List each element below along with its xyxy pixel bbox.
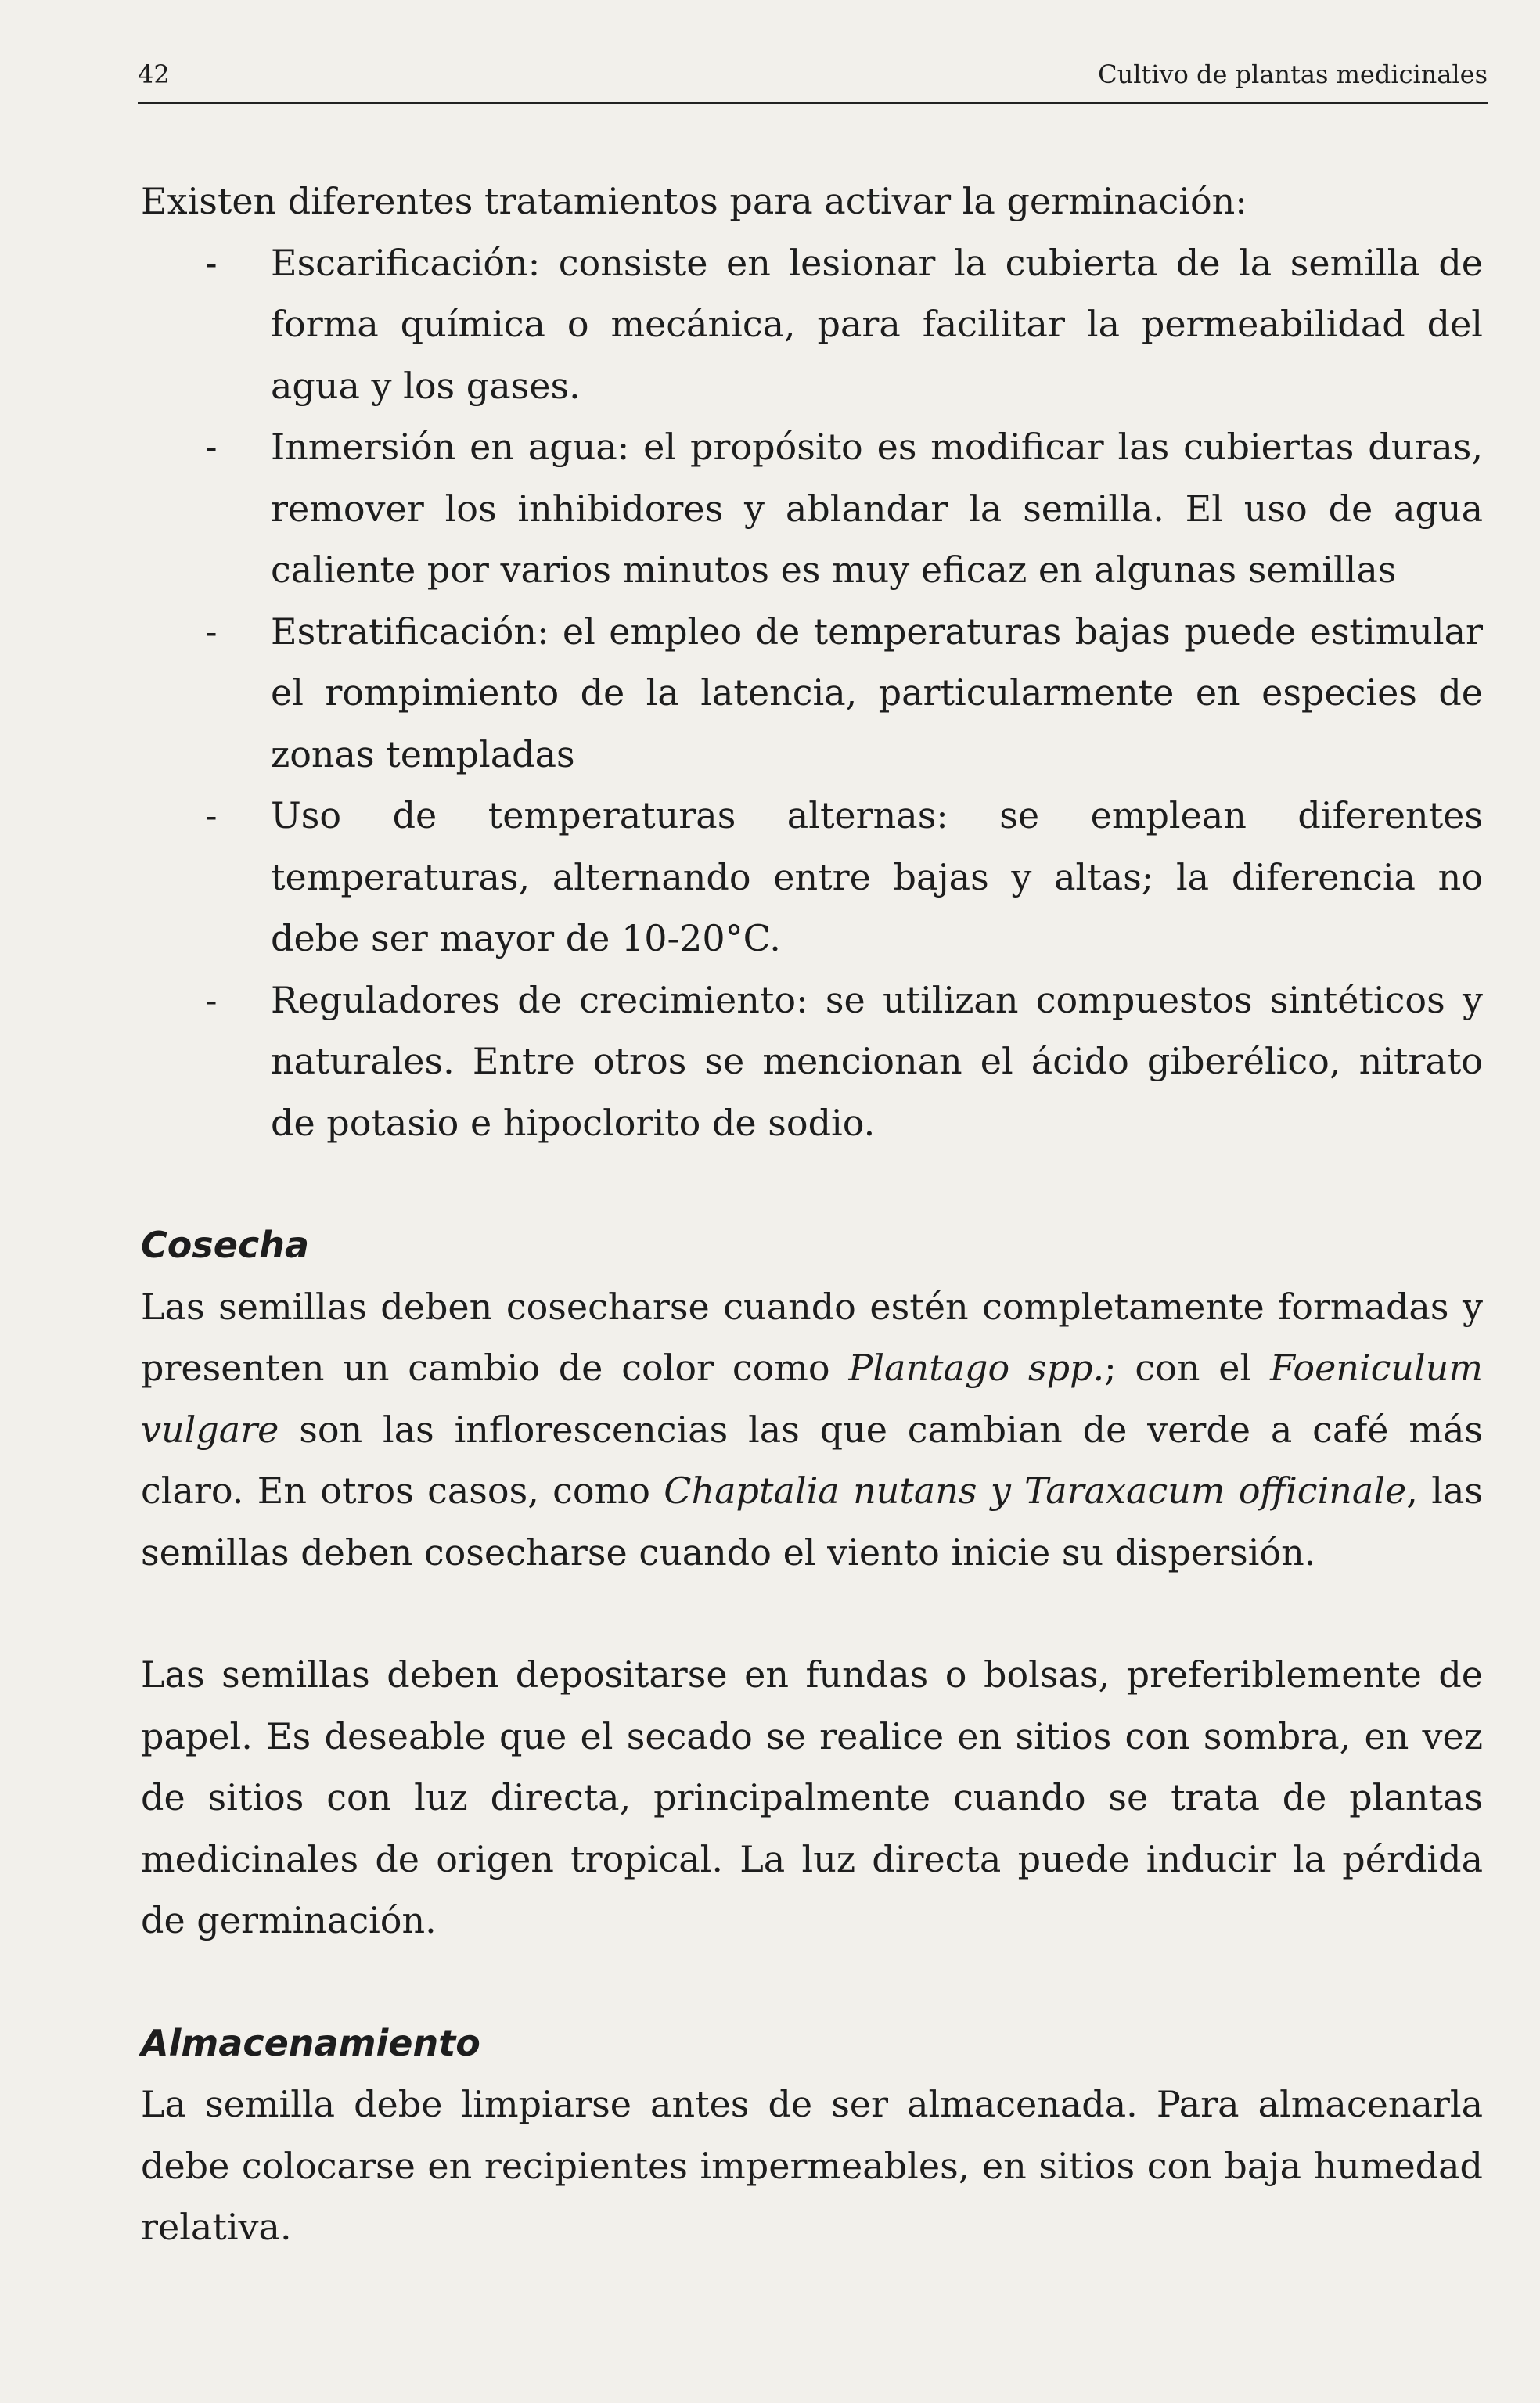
list-item (141, 232, 1483, 417)
text-run: Las semillas deben cosecharse cuando estén completamente formadas y presenten un cambio de color como (141, 1285, 1483, 1389)
text-run: ; con el (1104, 1347, 1270, 1389)
page-header (138, 55, 1488, 104)
list-item-text: Reguladores de crecimiento: se utilizan compuestos sintéticos y naturales. Entre otros se mencionan el ácido giberélico, nitrato de potasio e hipoclorito de sodio. (271, 978, 1483, 1144)
species-name: Plantago spp. (848, 1347, 1105, 1389)
text-run: , las semillas deben cosecharse cuando el viento inicie su dispersión. (141, 1469, 1483, 1574)
list-dash: - (205, 241, 218, 284)
list-item (141, 969, 1483, 1154)
list-item-text: Escarificación: consiste en lesionar la cubierta de la semilla de forma química o mecánica, para facilitar la permeabilidad del agua y los gases. (271, 241, 1483, 407)
species-name: Foeniculum vulgare (141, 1347, 1483, 1451)
species-name: Chaptalia nutans y Taraxacum officinale (664, 1469, 1407, 1512)
almacenamiento-paragraph: La semilla debe limpiarse antes de ser almacenada. Para almacenarla debe colocarse en recipientes impermeables, en sitios con baja humedad relativa. (141, 2083, 1483, 2248)
list-dash: - (205, 794, 218, 836)
list-item-text: Estratificación: el empleo de temperaturas bajas puede estimular el rompimiento de la latencia, particularmente en especies de zonas templadas (271, 610, 1483, 775)
list-item (141, 785, 1483, 969)
list-item-text: Uso de temperaturas alternas: se emplean diferentes temperaturas, alternando entre bajas y altas; la diferencia no debe ser mayor de 10-20°C. (271, 794, 1483, 959)
list-dash: - (205, 426, 218, 468)
intro-paragraph: Existen diferentes tratamientos para activar la germinación: (141, 180, 1247, 222)
list-item (141, 601, 1483, 786)
list-item (141, 416, 1483, 601)
section-heading-almacenamiento: Almacenamiento (141, 2021, 480, 2064)
running-title: Cultivo de plantas medicinales (1098, 59, 1488, 89)
list-dash: - (205, 610, 218, 653)
cosecha-paragraph-1 (141, 1276, 1483, 1584)
page-body (141, 171, 1483, 2258)
treatment-list (141, 232, 1483, 1154)
text-run: son las inflorescencias las que cambian de verde a café más claro. En otros casos, como (141, 1408, 1483, 1512)
cosecha-paragraph-2: Las semillas deben depositarse en fundas o bolsas, preferiblemente de papel. Es deseable que el secado se realice en sitios con sombra, en vez de sitios con luz directa, principalmente cuando se trata de plantas medicinales de origen tropical. La luz directa puede inducir la pérdida de germinación. (141, 1653, 1483, 1941)
list-dash: - (205, 978, 218, 1021)
page-number: 42 (138, 59, 170, 89)
section-heading-cosecha: Cosecha (141, 1224, 309, 1266)
list-item-text: Inmersión en agua: el propósito es modificar las cubiertas duras, remover los inhibidores y ablandar la semilla. El uso de agua caliente por varios minutos es muy eficaz en algunas semillas (271, 426, 1483, 591)
